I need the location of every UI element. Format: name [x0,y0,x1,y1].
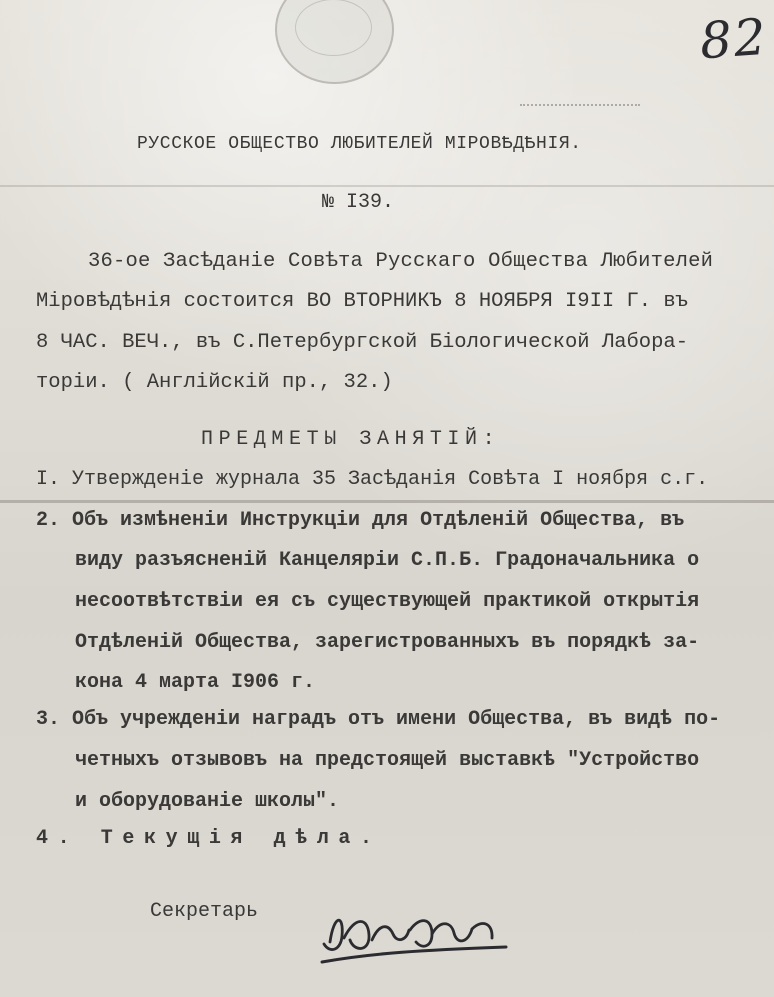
agenda-item-1: I. Утвержденіе журнала 35 Засѣданія Совѣта I ноября с.г. [36,468,709,491]
signature-icon [300,892,530,982]
page-number: 82 [698,7,770,71]
agenda-item-2-line-5: кона 4 марта I906 г. [75,671,316,694]
secretary-label: Секретарь [150,900,259,923]
paper-fold [0,185,774,187]
document-number: № I39. [322,191,395,214]
stamp-inner-ring [295,0,372,56]
notice-line-2: Міровѣдѣнія состоится ВО ВТОРНИКЪ 8 НОЯБРЯ I9II Г. въ [36,290,689,313]
society-title: РУССКОЕ ОБЩЕСТВО ЛЮБИТЕЛЕЙ МIРОВѢДѢНIЯ. [137,134,582,154]
notice-line-3: 8 ЧАС. ВЕЧ., въ С.Петербургской Біологической Лабора- [36,331,689,354]
agenda-item-4: 4. Текущія дѣла. [36,827,382,850]
notice-line-4: торіи. ( Англійскій пр., 32.) [36,371,393,394]
agenda-item-2-line-2: виду разъясненій Канцеляріи С.П.Б. Градоначальника о [75,549,700,572]
agenda-item-3-line-2: четныхъ отзывовъ на предстоящей выставкѣ "Устройство [75,749,700,772]
agenda-heading: ПРЕДМЕТЫ ЗАНЯТIЙ: [201,428,501,451]
notice-line-1: 36-ое Засѣданіе Совѣта Русскаго Общества Любителей [88,250,714,273]
circular-stamp-icon [275,0,394,84]
paper-fold [0,500,774,503]
dotted-rule [520,104,640,106]
agenda-item-3-line-1: 3. Объ учрежденіи наградъ отъ имени Общества, въ видѣ по- [36,708,721,731]
agenda-item-2-line-1: 2. Объ измѣненіи Инструкціи для Отдѣленій Общества, въ [36,509,685,532]
agenda-item-3-line-3: и оборудованіе школы". [75,790,340,813]
agenda-item-2-line-4: Отдѣленій Общества, зарегистрованныхъ въ порядкѣ за- [75,631,700,654]
agenda-item-2-line-3: несоотвѣтствіи ея съ существующей практикой открытія [75,590,700,613]
